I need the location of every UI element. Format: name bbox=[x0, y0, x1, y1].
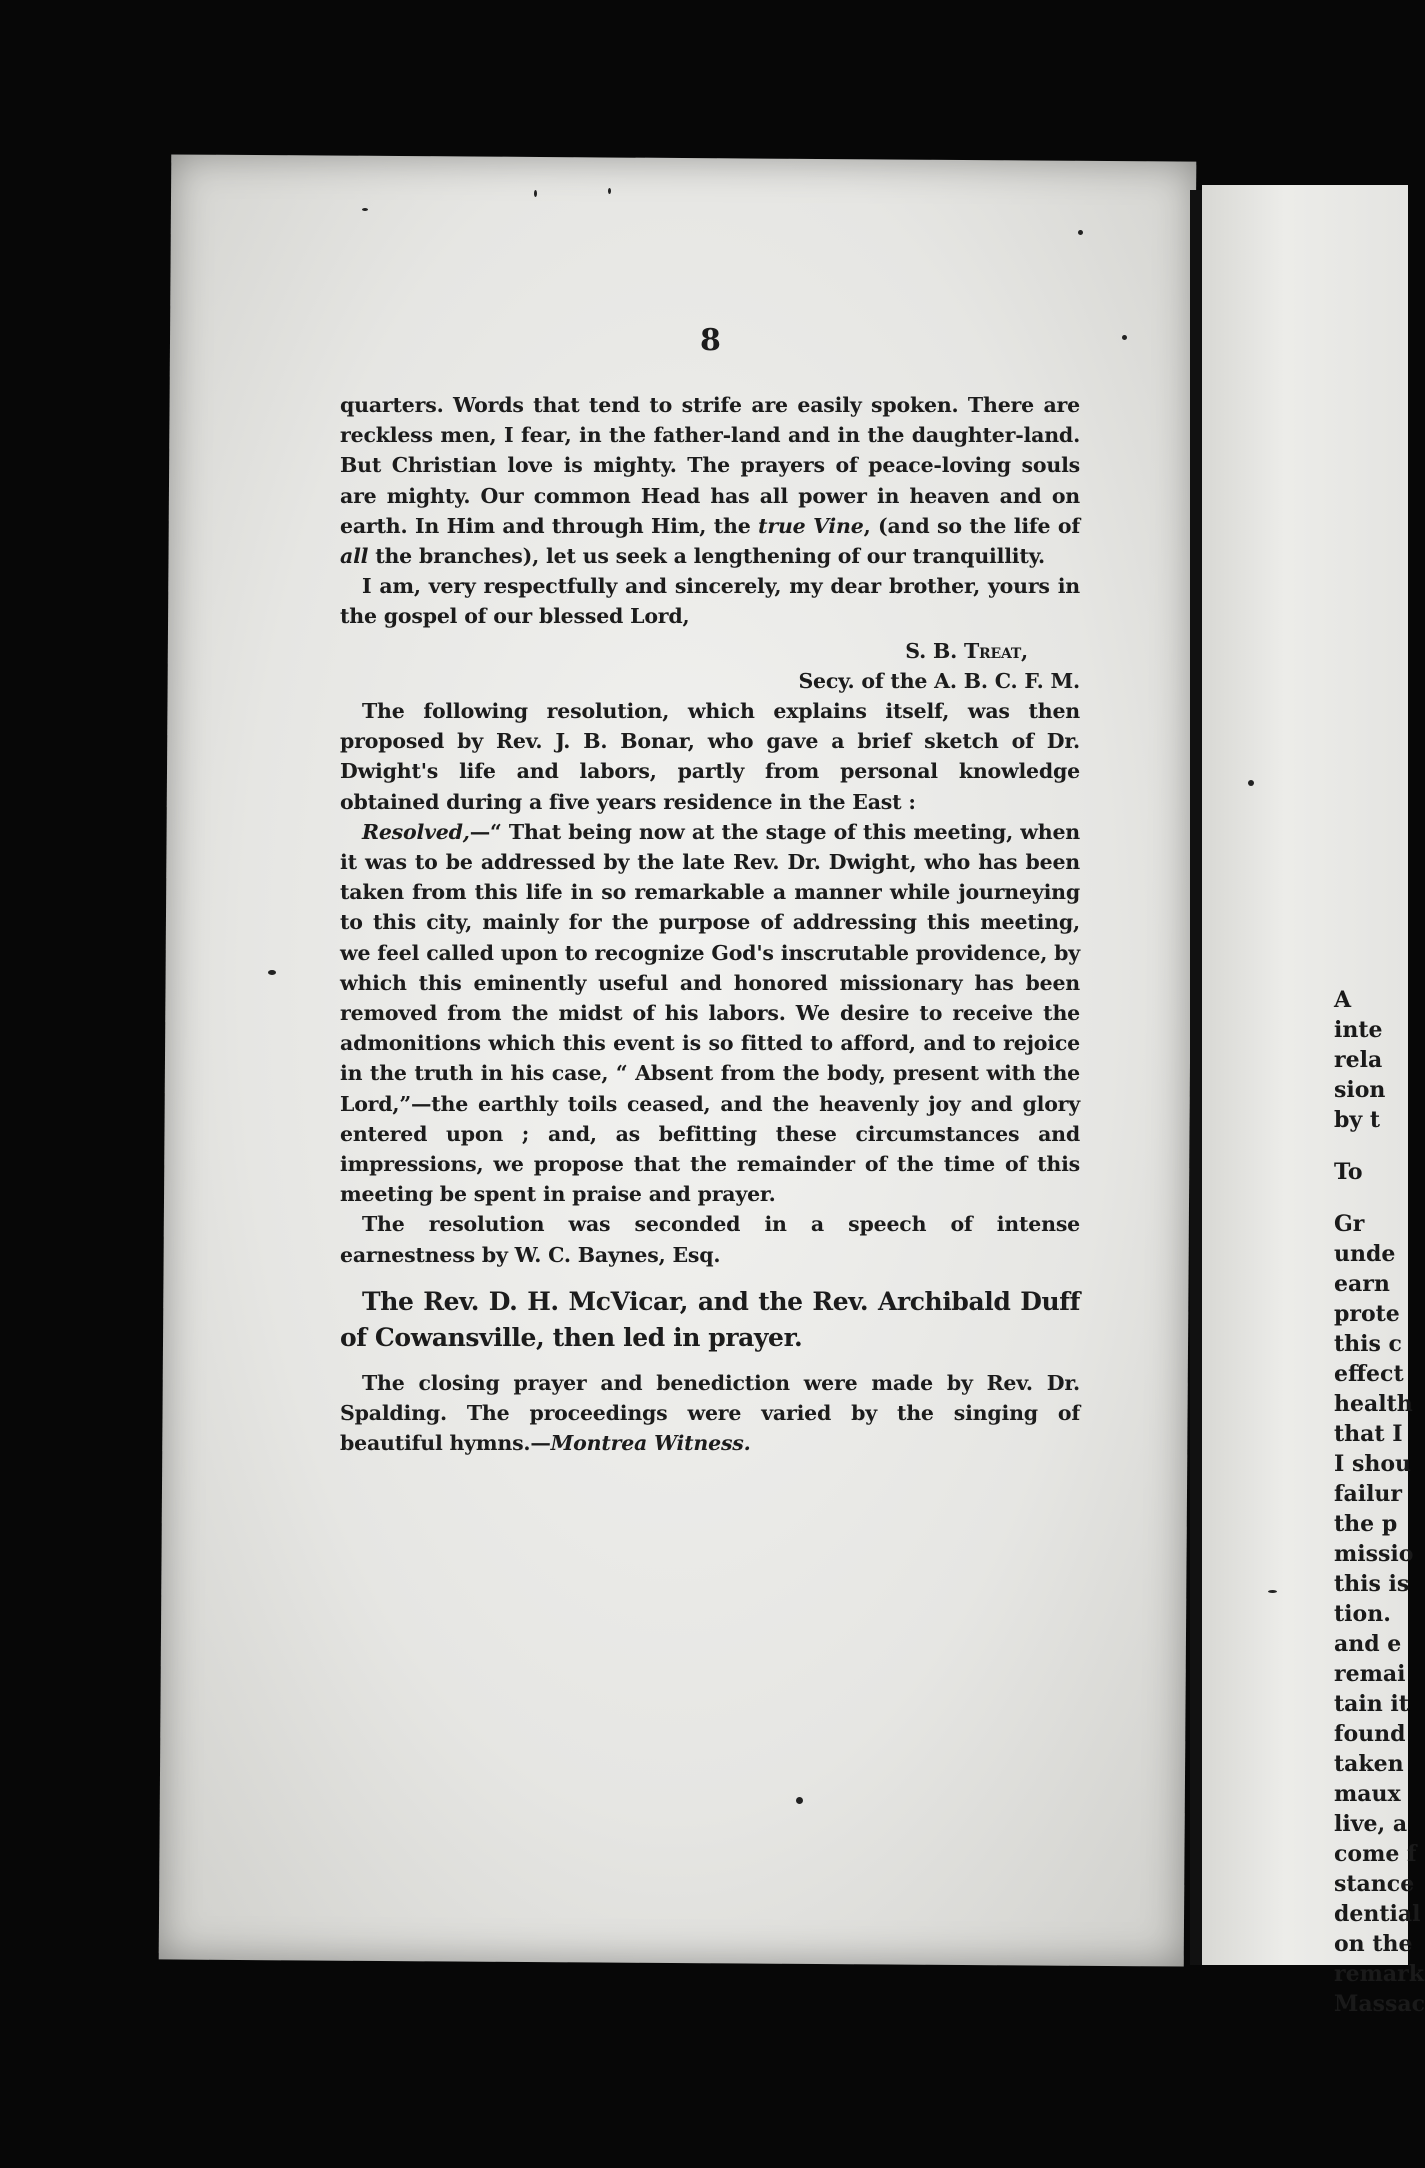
adjacent-page-fragment: this c bbox=[1334, 1331, 1402, 1357]
adjacent-page-fragment: To bbox=[1334, 1159, 1363, 1185]
opening-text: quarters. Words that tend to strife are easily spoken. There are reckless men, I fear, in the father-land and in the daughter-land. But Christian love is mighty. The prayers of peace-loving souls are mighty. Our common Head has all power in heaven and on earth. In Him and through Him, the bbox=[340, 393, 1080, 538]
resolution-intro: The following resolution, which explains itself, was then proposed by Rev. J. B. Bonar, who gave a brief sketch of Dr. Dwight's life and labors, partly from personal knowledge obtained during a five years residence in the East : bbox=[340, 699, 1080, 814]
adjacent-page-fragment: Massac bbox=[1334, 1991, 1425, 2017]
adjacent-page-fragment: taken bbox=[1334, 1751, 1404, 1777]
resolution-paragraph bbox=[340, 817, 1080, 1210]
adjacent-page-fragment: this is bbox=[1334, 1571, 1410, 1597]
adjacent-page-fragment: and e bbox=[1334, 1631, 1402, 1657]
adjacent-page-fragment: on the bbox=[1334, 1931, 1413, 1957]
prayer-heading: The Rev. D. H. McVicar, and the Rev. Archibald Duff of Cowansville, then led in prayer. bbox=[340, 1286, 1080, 1352]
adjacent-page-fragment: found bbox=[1334, 1721, 1406, 1747]
scan-speck bbox=[608, 188, 611, 194]
fragment-gap bbox=[1334, 1187, 1414, 1209]
adjacent-page-fragment: live, a bbox=[1334, 1811, 1408, 1837]
adjacent-page-fragment: by t bbox=[1334, 1107, 1380, 1133]
true-vine-italic: true Vine bbox=[758, 513, 864, 538]
scan-speck bbox=[1248, 780, 1254, 786]
adjacent-page-fragment: effect bbox=[1334, 1361, 1404, 1387]
opening-paragraph bbox=[340, 390, 1080, 571]
closing-prayer-paragraph bbox=[340, 1368, 1080, 1459]
resolution-text: —“ That being now at the stage of this meeting, when it was to be addressed by the late Rev. Dr. Dwight, who has been taken from this life in so remarkable a manner while journeying to this city, mainly for the purpose of addressing this meeting, we feel called upon to recognize God's inscrutable providence, by which this eminently useful and honored missionary has been removed from the midst of his labors. We desire to receive the admonitions which this event is so fitted to afford, and to rejoice in the truth in his case, “ Absent from the body, present with the Lord,”—the earthly toils ceased, and the heavenly joy and glory entered upon ; and, as befitting these circumstances and impressions, we propose that the remainder of the time of this meeting be spent in praise and prayer. bbox=[340, 819, 1080, 1207]
adjacent-page-fragment: inte bbox=[1334, 1017, 1383, 1043]
scan-speck bbox=[362, 208, 368, 211]
adjacent-page-fragment: the p bbox=[1334, 1511, 1398, 1537]
adjacent-page-fragment: tain it bbox=[1334, 1691, 1409, 1717]
opening-text-cont: , (and so the life of bbox=[863, 513, 1080, 538]
opening-text-end: the branches), let us seek a lengthening of our tranquillity. bbox=[368, 544, 1045, 569]
fragment-gap bbox=[1334, 1135, 1414, 1157]
right-page-strip bbox=[1202, 185, 1425, 2017]
adjacent-page-fragment: health bbox=[1334, 1391, 1413, 1417]
resolved-label: Resolved, bbox=[362, 819, 470, 844]
adjacent-page-fragment: earn bbox=[1334, 1271, 1390, 1297]
closing-paragraph: I am, very respectfully and sincerely, my dear brother, yours in the gospel of our blessed Lord, bbox=[340, 574, 1080, 629]
seconded-paragraph: The resolution was seconded in a speech of intense earnestness by W. C. Baynes, Esq. bbox=[340, 1212, 1080, 1267]
adjacent-page-fragment: remark bbox=[1334, 1961, 1424, 1987]
adjacent-page-fragment: maux bbox=[1334, 1781, 1401, 1807]
adjacent-page-text bbox=[1334, 985, 1425, 2019]
scan-speck bbox=[1078, 230, 1083, 235]
adjacent-page-fragment: failur bbox=[1334, 1481, 1403, 1507]
scan-speck bbox=[796, 1797, 803, 1804]
adjacent-page-fragment: Gr bbox=[1334, 1211, 1365, 1237]
adjacent-page-fragment: unde bbox=[1334, 1241, 1396, 1267]
adjacent-page-fragment: rela bbox=[1334, 1047, 1383, 1073]
source-citation: Montrea Witness. bbox=[550, 1431, 751, 1456]
adjacent-page-fragment: sion bbox=[1334, 1077, 1386, 1103]
adjacent-page-fragment: I shou bbox=[1334, 1451, 1411, 1477]
adjacent-page-fragment: remai bbox=[1334, 1661, 1406, 1687]
page-gutter bbox=[1190, 190, 1202, 1965]
adjacent-page-fragment: that I bbox=[1334, 1421, 1403, 1447]
adjacent-page-fragment: tion. bbox=[1334, 1601, 1391, 1627]
page-text bbox=[340, 390, 1080, 1459]
adjacent-page-fragment: prote bbox=[1334, 1301, 1400, 1327]
adjacent-page-fragment: A bbox=[1334, 987, 1352, 1013]
scan-speck bbox=[534, 190, 537, 197]
adjacent-page-fragment: come f bbox=[1334, 1841, 1417, 1867]
adjacent-page-fragment: missio bbox=[1334, 1541, 1414, 1567]
signature-title: Secy. of the A. B. C. F. M. bbox=[798, 668, 1080, 693]
scan-speck bbox=[1268, 1590, 1277, 1593]
scan-speck bbox=[268, 970, 276, 975]
page-number: 8 bbox=[700, 323, 721, 358]
adjacent-page-fragment: stance bbox=[1334, 1871, 1415, 1897]
closing-text: The closing prayer and benediction were made by Rev. Dr. Spalding. The proceedings were varied by the singing of beautiful hymns.— bbox=[340, 1370, 1080, 1456]
signature-name: S. B. Treat, bbox=[905, 638, 1028, 663]
adjacent-page-fragment: dential bbox=[1334, 1901, 1421, 1927]
all-italic: all bbox=[340, 544, 369, 569]
scan-speck bbox=[1122, 335, 1127, 340]
